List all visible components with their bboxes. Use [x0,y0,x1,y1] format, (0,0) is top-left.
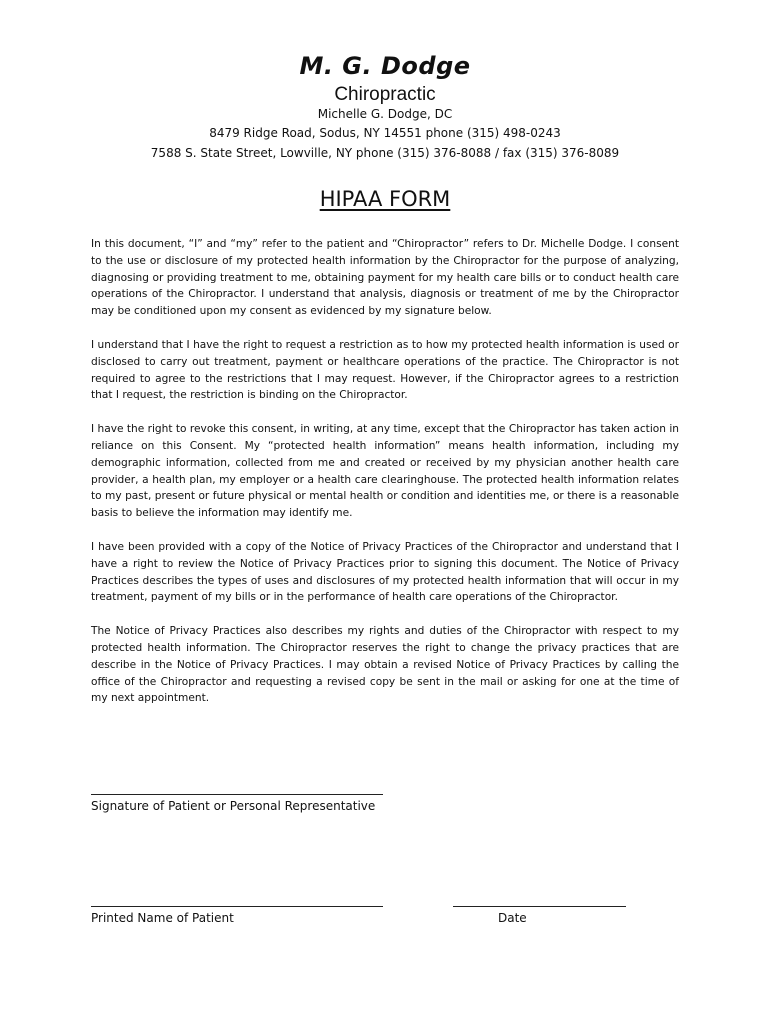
doctor-name: Michelle G. Dodge, DC [317,107,453,121]
paragraph-revoke: I have the right to revoke this consent, in writing, at any time, except that the Chiropractor has taken action in reliance on this Consent. My “protected health information” means health information, including my demographic information, collected from me and created or received by my physician another health care provider, a health plan, my employer or a health care clearinghouse. The protected health information relates to my past, present or future physical or mental health or condition and identities me, or there is a reasonable basis to believe the information may identify me. [91,423,679,520]
paragraph-restriction: I understand that I have the right to request a restriction as to how my protected health information is used or disclosed to carry out treatment, payment or healthcare operations of the practice. The Chiropractor is not required to agree to the restrictions that I may request. However, if the Chiropractor agrees to a restriction that I request, the restriction is binding on the Chiropractor. [91,338,679,402]
date-line[interactable] [453,906,626,907]
signature-label: Signature of Patient or Personal Representative [91,799,376,813]
printed-name-line[interactable] [91,906,383,907]
date-label: Date [498,911,527,925]
practice-type: Chiropractic [334,84,436,105]
paragraph-notice-copy: I have been provided with a copy of the Notice of Privacy Practices of the Chiropractor and understand that I have a right to review the Notice of Privacy Practices prior to signing this document. The Notice of Privacy Practices describes the types of uses and disclosures of my protected health information that will occur in my treatment, payment of my bills or in the performance of health care operations of the Chiropractor. [91,540,679,604]
form-body [91,236,679,724]
printed-name-label: Printed Name of Patient [91,911,234,925]
paragraph-notice-rights: The Notice of Privacy Practices also describes my rights and duties of the Chiropractor with respect to my protected health information. The Chiropractor reserves the right to change the privacy practices that are describe in the Notice of Privacy Practices. I may obtain a revised Notice of Privacy Practices by calling the office of the Chiropractor and requesting a revised copy be sent in the mail or asking for one at the time of my next appointment. [91,625,679,705]
paragraph-consent: In this document, “I” and “my” refer to the patient and “Chiropractor” refers to Dr. Michelle Dodge. I consent to the use or disclosure of my protected health information by the Chiropractor for the purpose of analyzing, diagnosing or providing treatment to me, obtaining payment for my health care bills or to conduct health care operations of the Chiropractor. I understand that analysis, diagnosis or treatment of me by the Chiropractor may be conditioned upon my consent as evidenced by my signature below. [91,238,679,318]
address-sodus: 8479 Ridge Road, Sodus, NY 14551 phone (315) 498-0243 [209,126,561,140]
form-title: HIPAA FORM [319,187,451,211]
practice-name-logo: M. G. Dodge [299,52,471,80]
signature-line[interactable] [91,794,383,795]
address-lowville: 7588 S. State Street, Lowville, NY phone (315) 376-8088 / fax (315) 376-8089 [150,146,620,160]
